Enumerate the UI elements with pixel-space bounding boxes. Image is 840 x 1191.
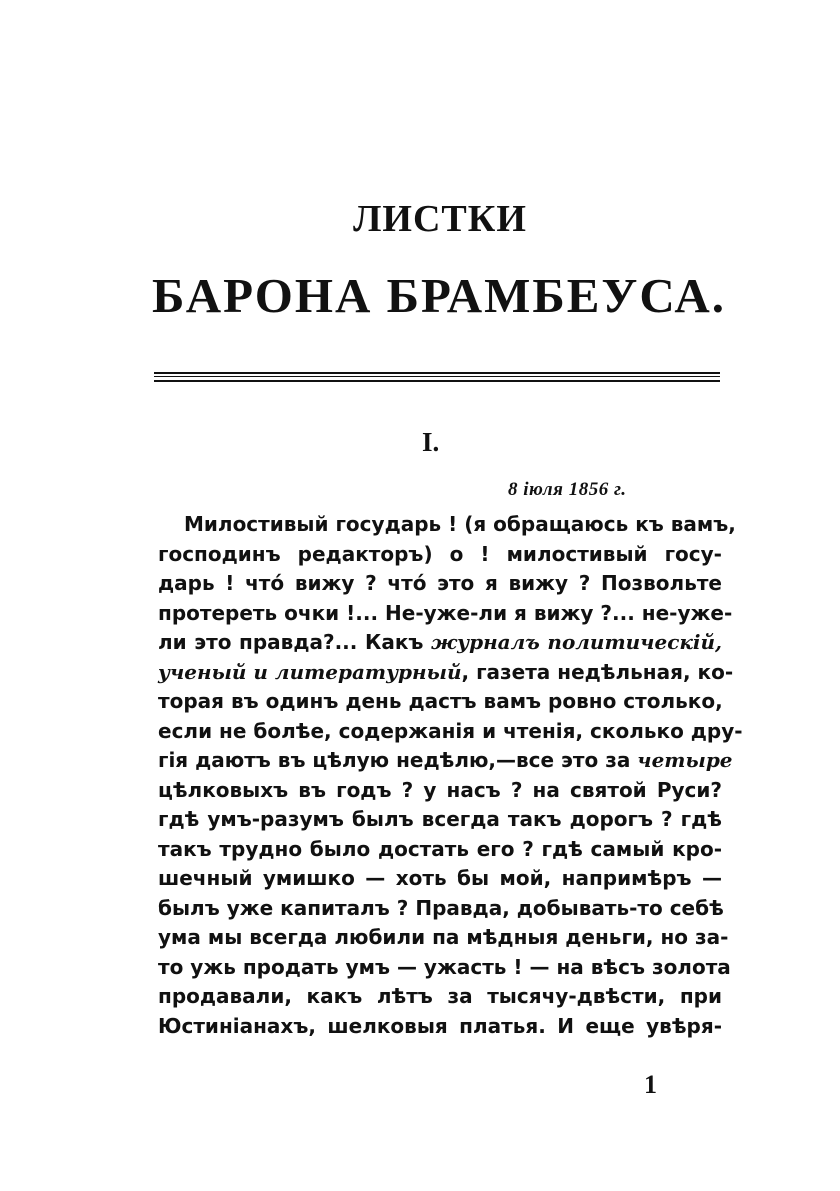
text-segment: торая въ одинъ день дастъ вамъ ровно столько, xyxy=(158,689,723,713)
text-line xyxy=(158,687,722,717)
text-line xyxy=(158,1012,722,1042)
text-line xyxy=(158,746,733,776)
text-segment: шечный умишко — хоть бы мой, напримѣръ — xyxy=(158,866,722,890)
page-number: 1 xyxy=(644,1070,657,1099)
text-segment: дарь ! что́ вижу ? что́ это я вижу ? Позвольте xyxy=(158,571,722,595)
text-line xyxy=(158,628,722,658)
text-line xyxy=(158,835,722,865)
title-rule-middle xyxy=(154,376,720,377)
text-line xyxy=(158,717,743,747)
text-segment: господинъ редакторъ) о ! милостивый госу- xyxy=(158,541,722,566)
text-segment: продавали, какъ лѣтъ за тысячу-двѣсти, при xyxy=(158,984,722,1008)
text-line xyxy=(158,894,722,924)
text-line xyxy=(158,923,729,953)
italic-segment: ученый и литературный xyxy=(158,659,462,684)
text-segment: былъ уже капиталъ ? Правда, добывать-то себѣ xyxy=(158,895,724,920)
text-line xyxy=(158,805,722,835)
text-line xyxy=(158,510,736,540)
title-rule-bottom xyxy=(154,380,720,382)
section-number: I. xyxy=(422,427,440,457)
text-line xyxy=(158,569,722,599)
text-segment: ума мы всегда любили па мѣдныя деньги, но за- xyxy=(158,925,729,949)
text-segment: Милостивый государь ! (я обращаюсь къ вамъ, xyxy=(184,512,736,536)
title-rule-top xyxy=(154,372,720,374)
text-line xyxy=(158,953,731,983)
text-segment: ли это правда?... Какъ xyxy=(158,630,432,654)
text-segment: цѣлковыхъ въ годъ ? у насъ ? на святой Руси? xyxy=(158,777,722,802)
body-text xyxy=(158,510,743,1041)
text-segment: Юстиніанахъ, шелковыя платья. И еще увѣря- xyxy=(158,1013,722,1038)
text-line xyxy=(158,864,722,894)
text-segment: если не болѣе, содержанія и чтенія, сколько дру- xyxy=(158,718,743,743)
text-segment: гдѣ умъ-разумъ былъ всегда такъ дорогъ ? гдѣ xyxy=(158,807,722,831)
text-segment: то ужь продать умъ — ужасть ! — на вѣсъ золота xyxy=(158,954,731,979)
text-segment: гія даютъ въ цѣлую недѣлю,—все это за xyxy=(158,748,638,772)
italic-segment: журналъ политическій, xyxy=(431,630,723,654)
text-line xyxy=(158,540,722,570)
text-line xyxy=(158,982,722,1012)
text-segment: такъ трудно было достать его ? гдѣ самый кро- xyxy=(158,836,722,861)
text-line xyxy=(158,776,722,806)
text-line xyxy=(158,599,733,629)
title-line-1: ЛИСТКИ xyxy=(353,198,527,240)
italic-segment: четыре xyxy=(637,748,733,772)
text-line xyxy=(158,658,734,688)
title-line-2: БАРОНА БРАМБЕУСА. xyxy=(152,268,726,323)
text-segment: протереть очки !... Не-уже-ли я вижу ?... не-уже- xyxy=(158,600,733,625)
text-segment: , газета недѣльная, ко- xyxy=(461,659,734,684)
dateline: 8 іюля 1856 г. xyxy=(508,479,627,500)
